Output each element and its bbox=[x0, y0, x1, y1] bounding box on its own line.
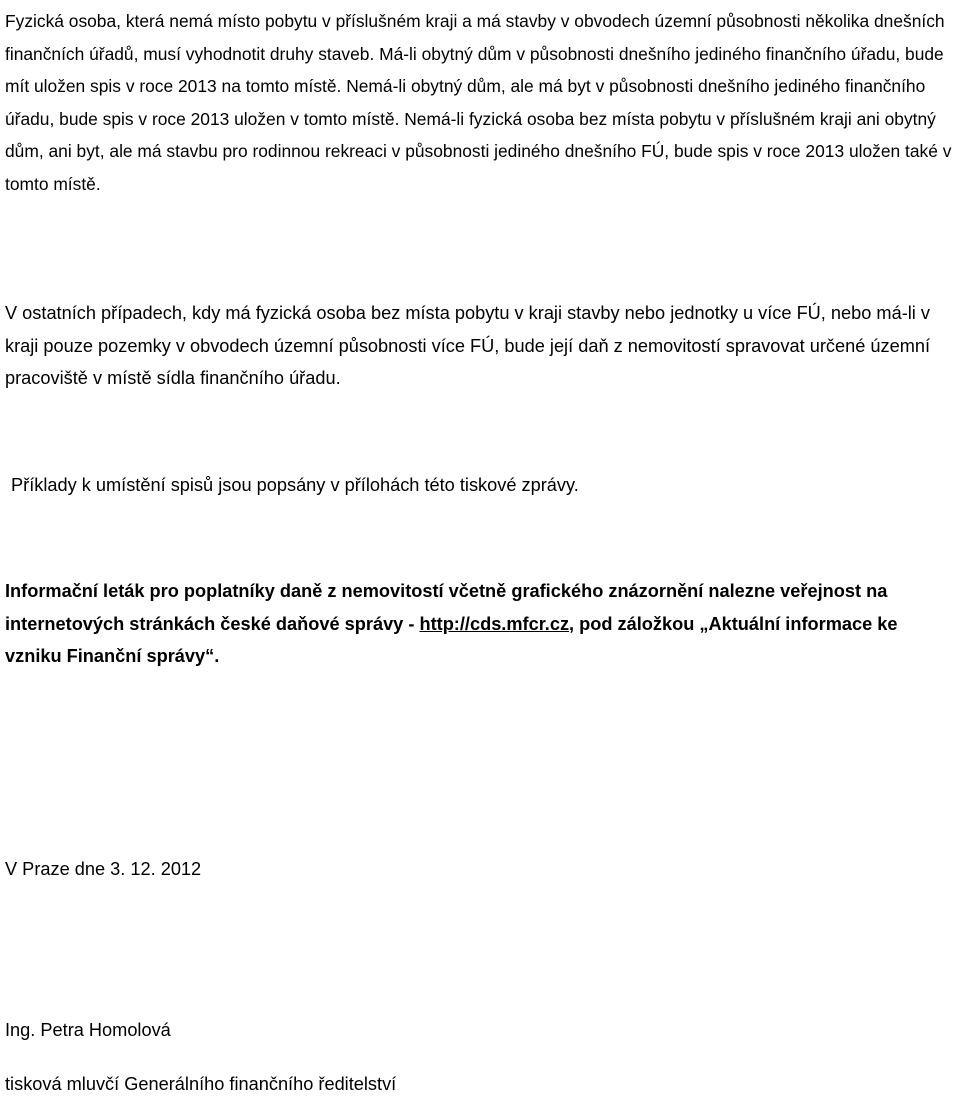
paragraph-examples: Příklady k umístění spisů jsou popsány v přílohách této tiskové zprávy. bbox=[11, 475, 579, 495]
paragraph-first-arial-text: Fyzická osoba, která nemá místo pobytu v příslušném kraji a má stavby v obvodech územní působnosti několika dnešních finančních úřadů, musí vyhodnotit druhy staveb. Má-li obytný dům v působnosti dnešního jediného finančního úřadu, bude mít uložen spis v roce 2013 na tomto místě. Nemá-li obytný dům, ale má byt v působnosti dnešního jediného finančního úřadu, bude spis v roce 2013 uložen v tomto místě. bbox=[5, 11, 945, 129]
date-line: V Praze dne 3. 12. 2012 bbox=[5, 859, 202, 879]
cds-mfcr-link[interactable]: http://cds.mfcr.cz bbox=[419, 613, 570, 634]
paragraph-other-cases: V ostatních případech, kdy má fyzická osoba bez místa pobytu v kraji stavby nebo jednotky u více FÚ, nebo má-li v kraji pouze pozemky v obvodech územní působnosti více FÚ, bude její daň z nemovitostí spravovat určené územní pracoviště v místě sídla finančního úřadu. bbox=[5, 303, 931, 389]
paragraph-first bbox=[5, 5, 957, 201]
leaflet-text-before-link: Informační leták pro poplatníky daně z nemovitostí včetně grafického znázornění nalezne veřejnost na internetových stránkách české daňové správy - bbox=[5, 581, 888, 634]
paragraph-leaflet-info bbox=[5, 575, 957, 673]
signature-title: tisková mluvčí Generálního finančního ředitelství bbox=[5, 1074, 397, 1094]
leaflet-text-after-link: , pod záložkou „Aktuální informace ke vzniku Finanční správy“. bbox=[5, 613, 898, 667]
paragraph-first-continuation-text: Nemá-li fyzická osoba bez místa pobytu v příslušném kraji ani obytný dům, ani byt, ale má stavbu pro rodinnou rekreaci v působnosti jediného dnešního FÚ, bude spis v roce 2013 uložen také v tomto místě. bbox=[5, 108, 952, 194]
signature-name: Ing. Petra Homolová bbox=[5, 1020, 171, 1040]
